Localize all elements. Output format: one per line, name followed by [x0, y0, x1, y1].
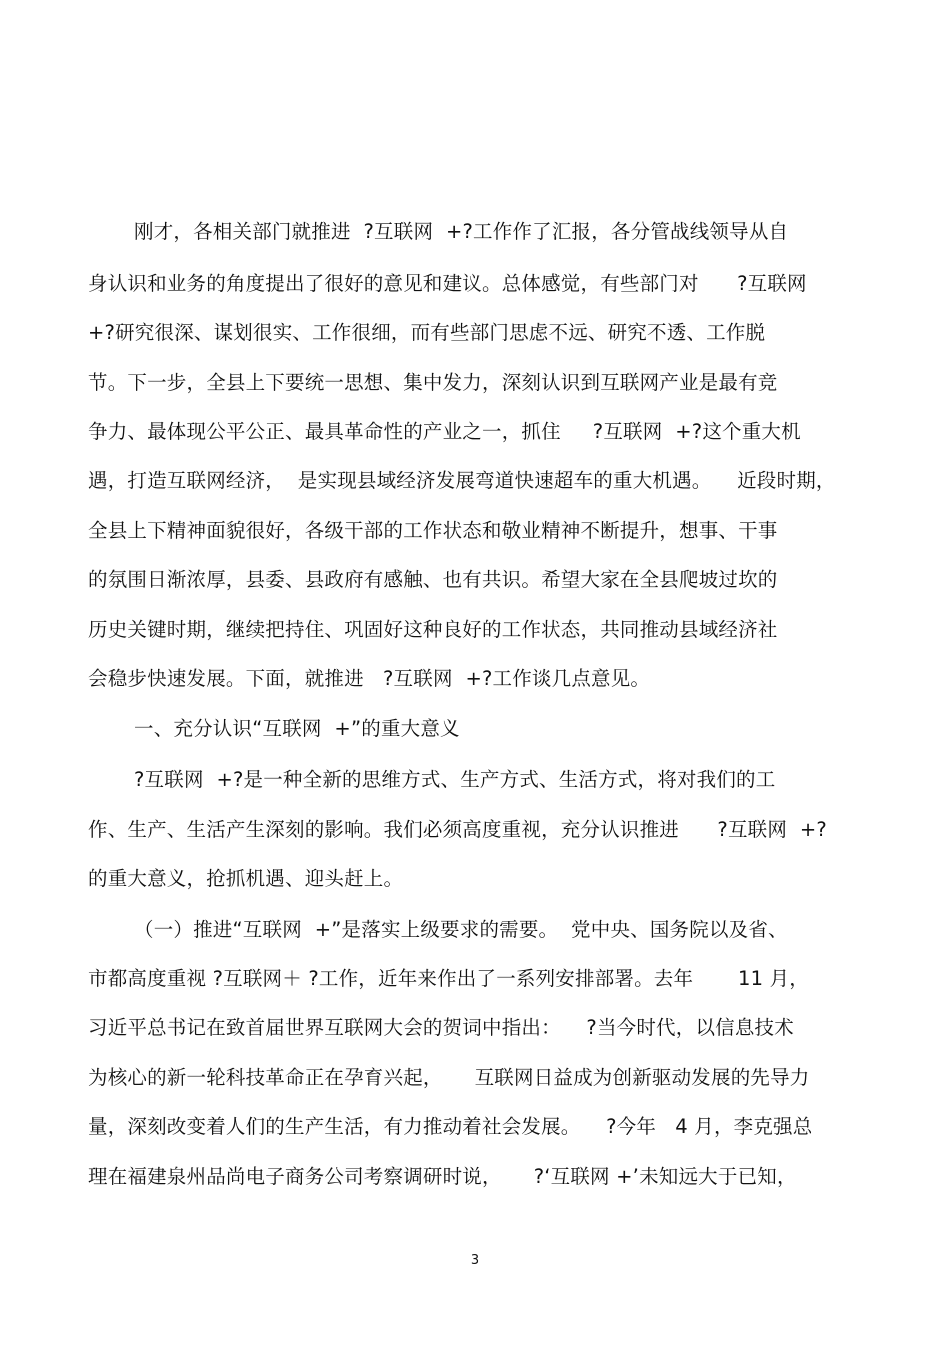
- paragraph-3-line-6: 理在福建泉州品尚电子商务公司考察调研时说， ?‘互联网 +’未知远大于已知，: [88, 1165, 797, 1188]
- paragraph-1-line-8: 的氛围日渐浓厚，县委、县政府有感触、也有共识。希望大家在全县爬坡过坎的: [88, 568, 778, 591]
- paragraph-1-line-4: 节。下一步，全县上下要统一思想、集中发力，深刻认识到互联网产业是最有竞: [88, 371, 778, 394]
- page-number: 3: [470, 1253, 480, 1268]
- paragraph-3-line-4: 为核心的新一轮科技革命正在孕育兴起， 互联网日益成为创新驱动发展的先导力: [88, 1066, 810, 1089]
- paragraph-1-line-7: 全县上下精神面貌很好，各级干部的工作状态和敬业精神不断提升，想事、干事: [88, 519, 778, 542]
- paragraph-2-line-2: 作、生产、生活产生深刻的影响。我们必须高度重视，充分认识推进 ?互联网 +?: [88, 818, 827, 841]
- paragraph-1-line-9: 历史关键时期，继续把持住、巩固好这种良好的工作状态，共同推动县域经济社: [88, 618, 778, 641]
- paragraph-1-line-5: 争力、最体现公平公正、最具革命性的产业之一，抓住 ?互联网 +?这个重大机: [88, 420, 801, 443]
- paragraph-3-line-5: 量，深刻改变着人们的生产生活，有力推动着社会发展。 ?今年 4 月，李克强总: [88, 1115, 813, 1138]
- paragraph-3-line-2: 市都高度重视 ?互联网＋ ?工作，近年来作出了一系列安排部署。去年 11 月，: [88, 967, 809, 990]
- paragraph-2-line-3: 的重大意义，抢抓机遇、迎头赶上。: [88, 867, 404, 890]
- paragraph-1-line-6: 遇，打造互联网经济， 是实现县域经济发展弯道快速超车的重大机遇。 近段时期，: [88, 469, 836, 492]
- paragraph-3-line-3: 习近平总书记在致首届世界互联网大会的贺词中指出： ?当今时代，以信息技术: [88, 1016, 794, 1039]
- paragraph-2-line-1: ?互联网 +?是一种全新的思维方式、生产方式、生活方式，将对我们的工: [134, 768, 776, 791]
- paragraph-1-line-3: +?研究很深、谋划很实、工作很细，而有些部门思虑不远、研究不透、工作脱: [88, 321, 766, 344]
- paragraph-1-line-1: 刚才，各相关部门就推进 ?互联网 +?工作作了汇报，各分管战线领导从自: [134, 220, 789, 243]
- paragraph-1-line-2: 身认识和业务的角度提出了很好的意见和建议。总体感觉，有些部门对 ?互联网: [88, 272, 807, 295]
- paragraph-3-line-1: （一）推进“互联网 +”是落实上级要求的需要。 党中央、国务院以及省、: [134, 918, 788, 941]
- paragraph-1-line-10: 会稳步快速发展。下面，就推进 ?互联网 +?工作谈几点意见。: [88, 667, 651, 690]
- section-heading-1: 一、充分认识“互联网 +”的重大意义: [134, 717, 460, 740]
